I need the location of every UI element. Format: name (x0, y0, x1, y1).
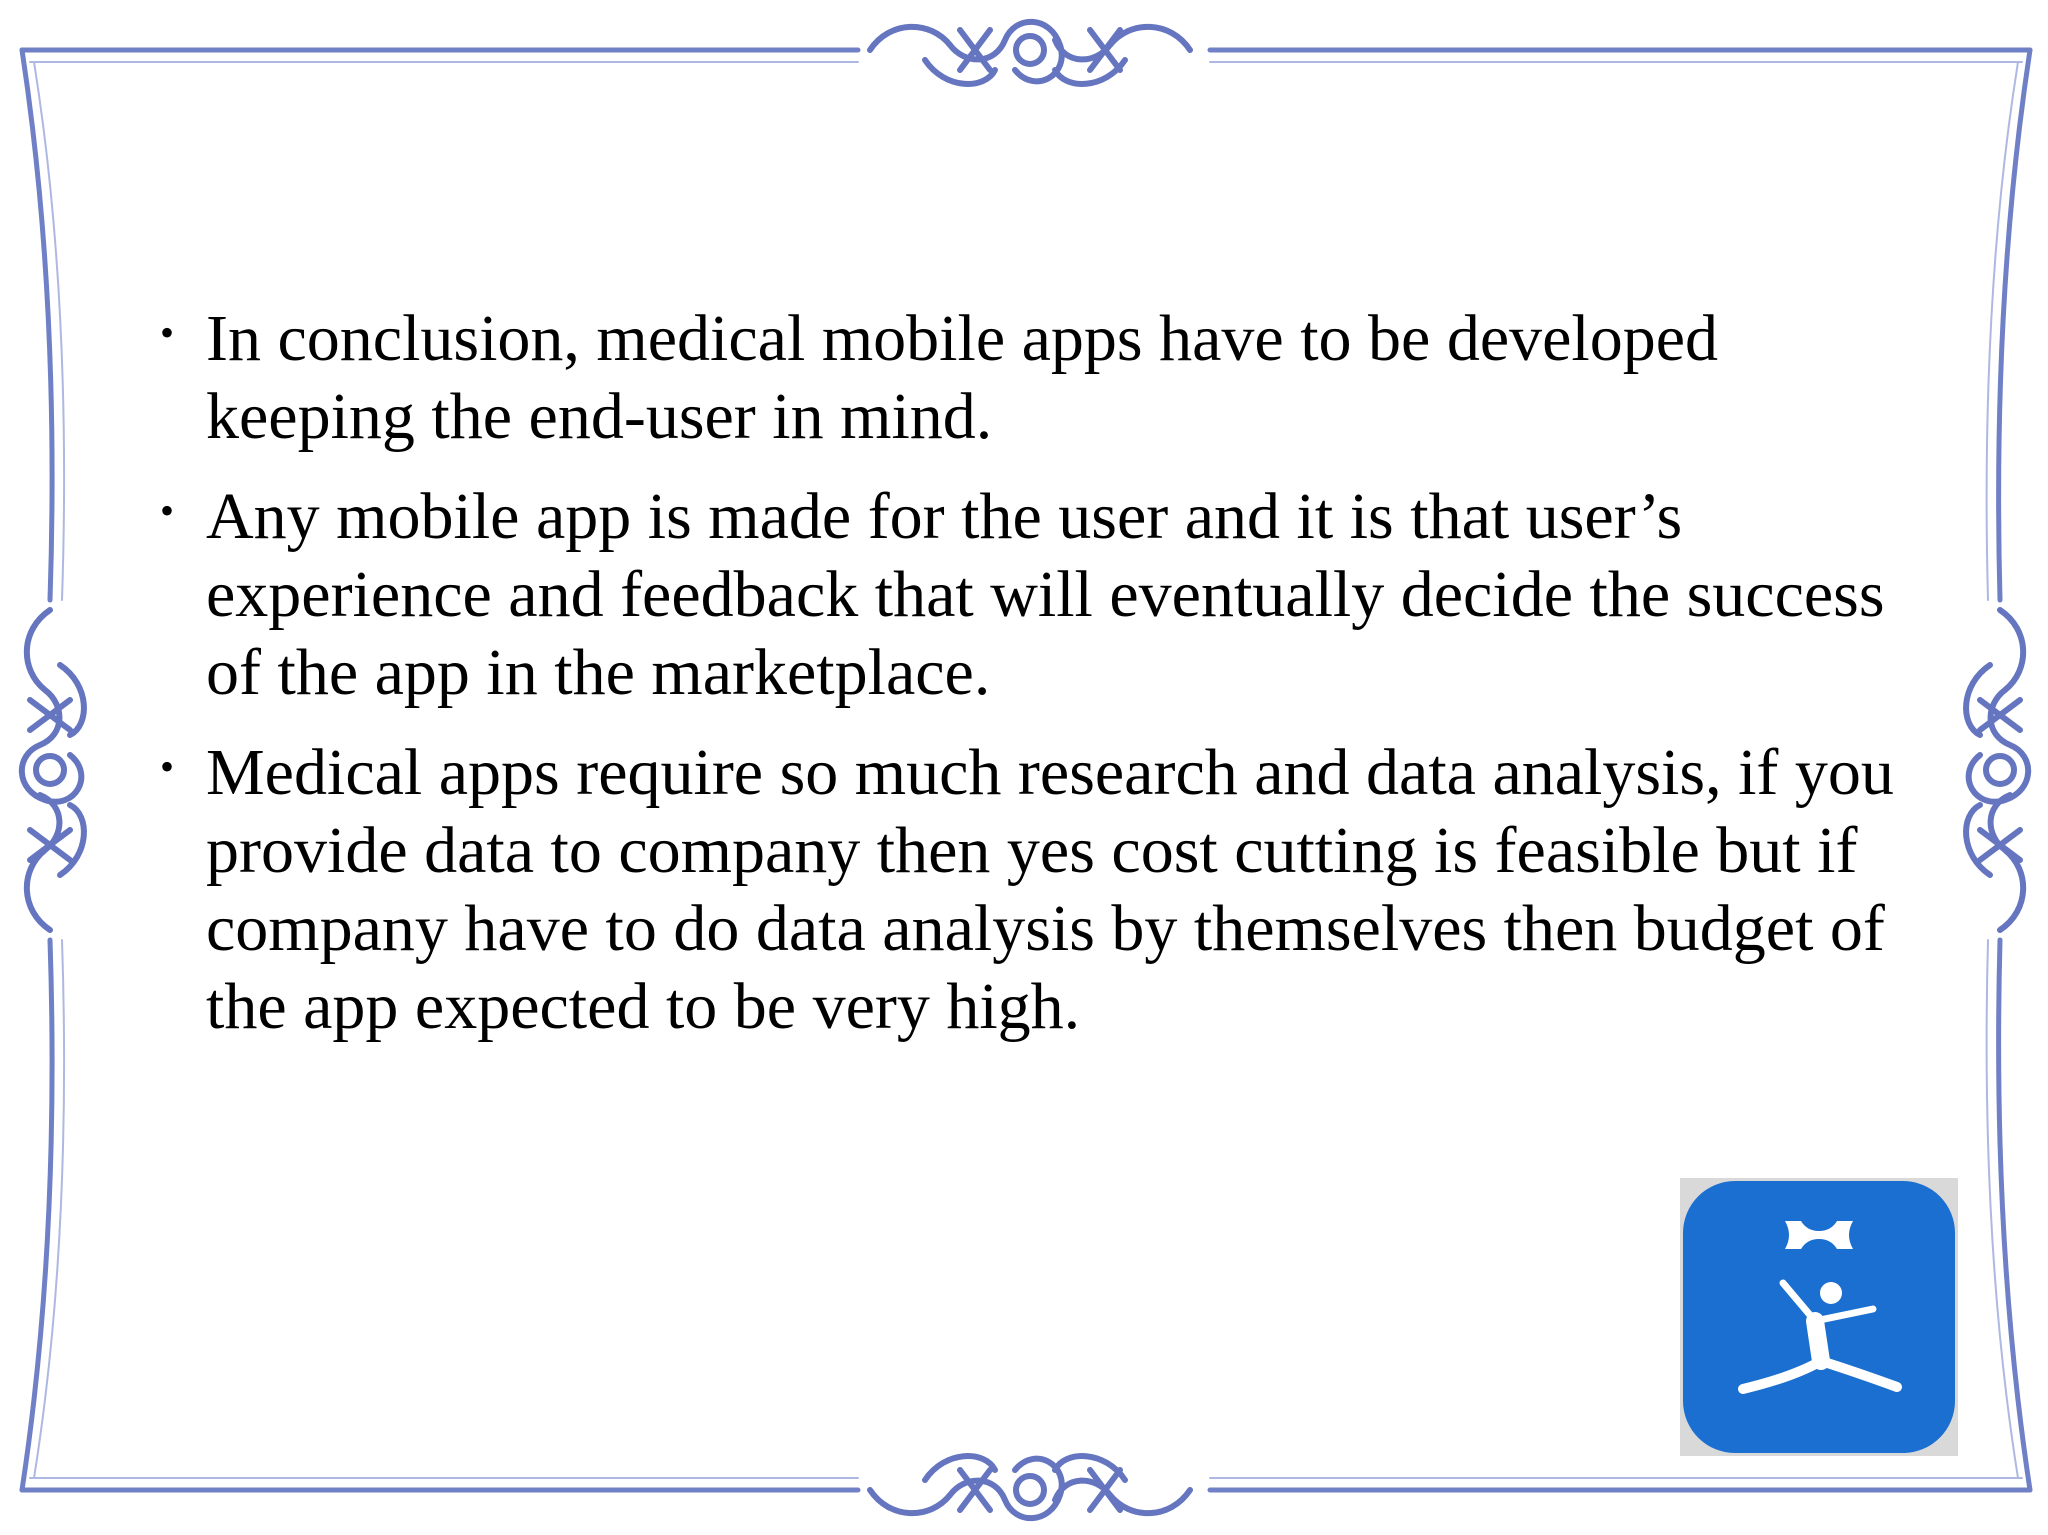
bullet-item (150, 734, 1910, 1046)
bullet-text: Any mobile app is made for the user and it is that user’s experience and feedback that will eventually decide the success of the app in the marketplace. (206, 480, 1885, 709)
bullet-text: In conclusion, medical mobile apps have to be developed keeping the end-user in mind. (206, 302, 1719, 453)
app-logo (1680, 1178, 1958, 1456)
running-figure-app-icon (1683, 1181, 1955, 1453)
slide-content (150, 300, 1910, 1068)
bullet-dot: • (160, 488, 175, 533)
bullet-list (150, 300, 1910, 1046)
bullet-dot: • (160, 310, 175, 355)
bullet-item (150, 300, 1910, 456)
bullet-text: Medical apps require so much research and data analysis, if you provide data to company then yes cost cutting is feasible but if company have to do data analysis by themselves then budget of the app expected to be very high. (206, 736, 1894, 1043)
bullet-item (150, 478, 1910, 712)
bullet-dot: • (160, 744, 175, 789)
